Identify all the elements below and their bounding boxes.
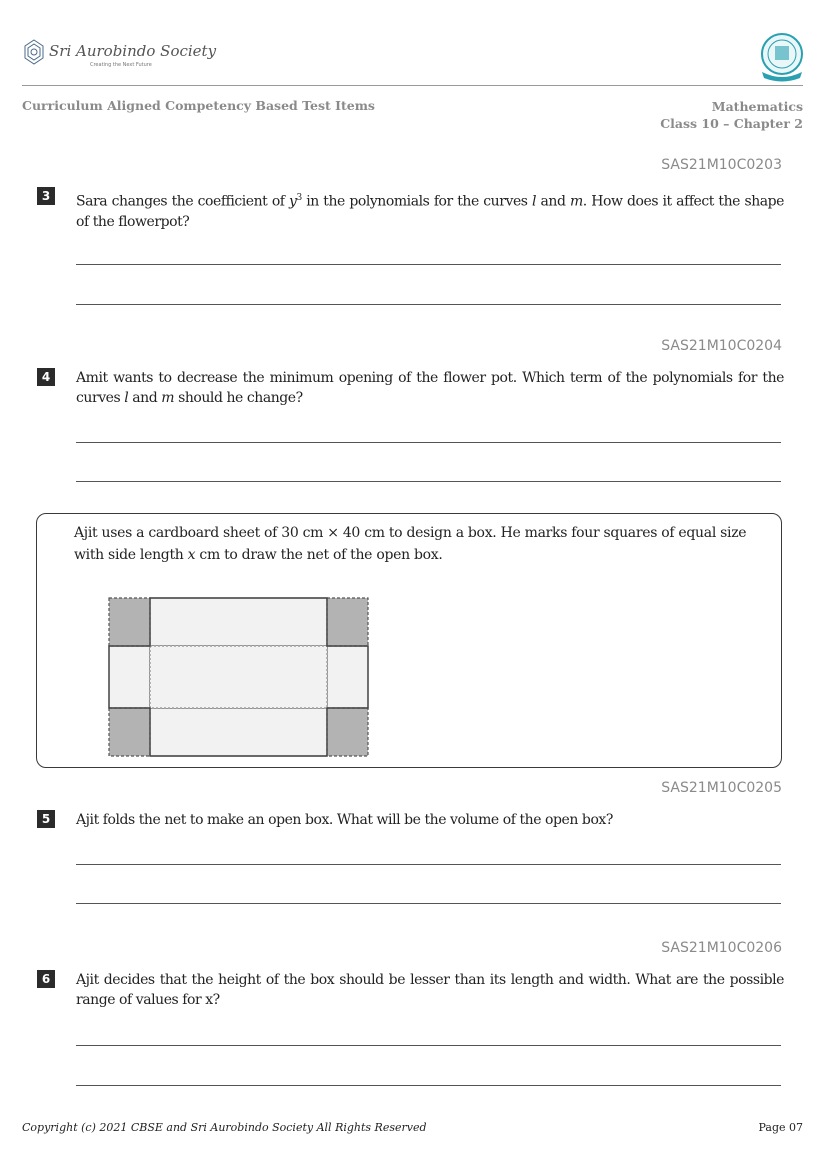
item-code: SAS21M10C0205 bbox=[661, 780, 782, 796]
question-text: Amit wants to decrease the minimum opening of the flower pot. Which term of the polynomials for the curves l and m should he change? bbox=[76, 370, 784, 406]
net-top-flap bbox=[150, 598, 327, 646]
answer-line[interactable] bbox=[76, 304, 781, 305]
question-text: Ajit folds the net to make an open box. What will be the volume of the open box? bbox=[76, 812, 613, 828]
item-code: SAS21M10C0203 bbox=[661, 157, 782, 173]
open-box-net-diagram bbox=[108, 597, 370, 757]
answer-line[interactable] bbox=[76, 864, 781, 865]
answer-line[interactable] bbox=[76, 442, 781, 443]
lotus-emblem-icon bbox=[25, 40, 43, 64]
answer-line[interactable] bbox=[76, 264, 781, 265]
net-base bbox=[150, 646, 327, 708]
question-number: 5 bbox=[37, 810, 55, 828]
answer-line[interactable] bbox=[76, 1085, 781, 1086]
question-number: 3 bbox=[37, 187, 55, 205]
cbse-seal-logo bbox=[758, 32, 806, 82]
header-divider bbox=[22, 85, 803, 86]
corner-square bbox=[327, 708, 368, 756]
sri-aurobindo-society-logo bbox=[22, 36, 217, 70]
net-left-flap bbox=[109, 646, 150, 708]
class-chapter-label: Class 10 – Chapter 2 bbox=[660, 116, 803, 131]
subject-label: Mathematics bbox=[711, 99, 803, 114]
net-bottom-flap bbox=[150, 708, 327, 756]
answer-line[interactable] bbox=[76, 903, 781, 904]
answer-line[interactable] bbox=[76, 1045, 781, 1046]
question-text: Ajit decides that the height of the box should be lesser than its length and width. What are the possible range of values for x? bbox=[76, 972, 784, 1008]
corner-square bbox=[109, 598, 150, 646]
net-right-flap bbox=[327, 646, 368, 708]
question-text: Sara changes the coefficient of $y^3$ in the polynomials for the curves l and m. How does it affect the shape of the flowerpot? bbox=[76, 193, 785, 230]
logo-tagline: Creating the Next Future bbox=[90, 62, 152, 68]
corner-square bbox=[109, 708, 150, 756]
subject-info bbox=[660, 98, 803, 132]
answer-line[interactable] bbox=[76, 481, 781, 482]
passage-text: Ajit uses a cardboard sheet of 30 cm × 40 cm to design a box. He marks four squares of equal size with side length x cm to draw the net of the open box. bbox=[74, 525, 747, 563]
logo-wordmark: Sri Aurobindo Society bbox=[49, 42, 217, 60]
question-number: 6 bbox=[37, 970, 55, 988]
page-number: Page 07 bbox=[758, 1121, 803, 1134]
corner-square bbox=[327, 598, 368, 646]
copyright-notice: Copyright (c) 2021 CBSE and Sri Aurobindo Society All Rights Reserved bbox=[22, 1121, 427, 1134]
question-number: 4 bbox=[37, 368, 55, 386]
item-code: SAS21M10C0206 bbox=[661, 940, 782, 956]
document-title: Curriculum Aligned Competency Based Test Items bbox=[22, 98, 375, 113]
item-code: SAS21M10C0204 bbox=[661, 338, 782, 354]
